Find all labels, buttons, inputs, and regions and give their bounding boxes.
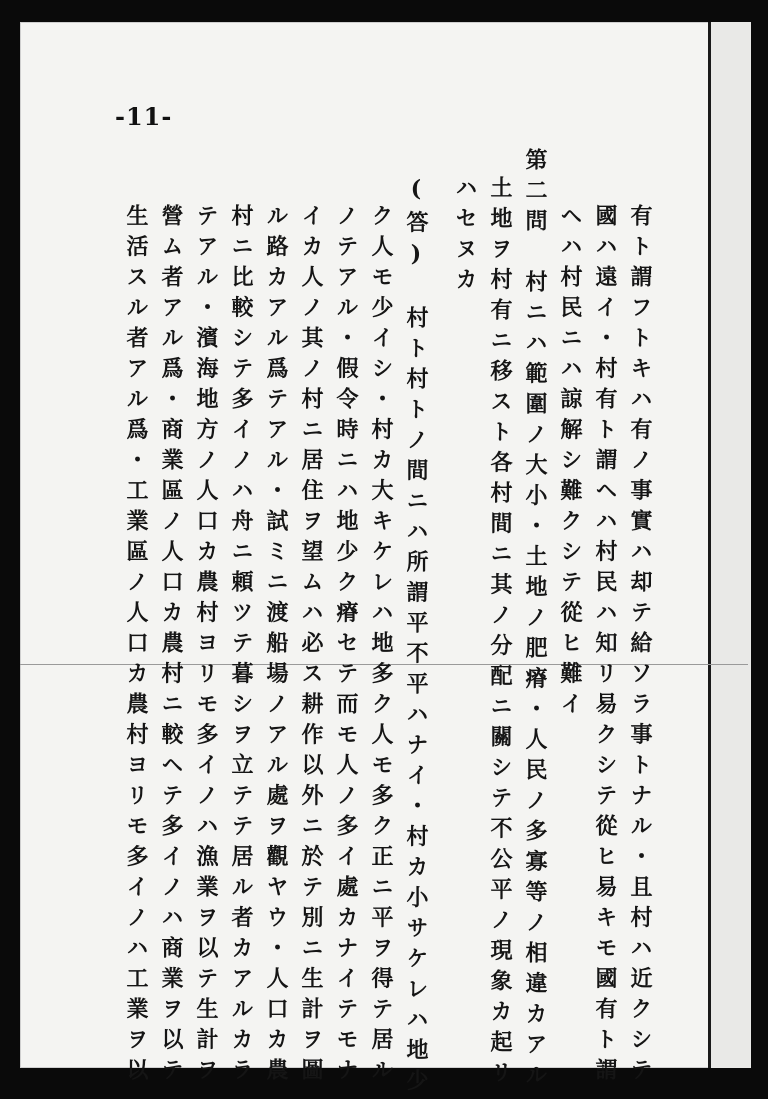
text-column: ヘハ村民ニハ諒解シ難クシテ從ヒ難イ [557, 204, 583, 723]
text-column: 有ト謂フトキハ有ノ事實ハ却テ給ソラ事トナル・且村ハ近クシテ [627, 204, 653, 1089]
text-column: イカ人ノ其ノ村ニ居住ヲ望ムハ必ス耕作以外ニ於テ別ニ生計ヲ圖 [298, 204, 324, 1089]
text-column: ハセヌカ [452, 176, 478, 298]
text-column: 村ニ比較シテ多イノハ舟ニ頼ツテ暮シヲ立テテ居ル者カアルカラ [228, 204, 254, 1089]
text-column: ク人モ少イシ・村カ大キケレハ地多ク人モ多ク正ニ平ヲ得テ居ル [368, 204, 394, 1089]
text-column: テアル・濱海地方ノ人口カ農村ヨリモ多イノハ漁業ヲ以テ生計ヲ [193, 204, 219, 1089]
text-column: ル路カアル爲テアル・試ミニ渡船場ノアル處ヲ觀ヤウ・人口カ農 [263, 204, 289, 1089]
text-column: 國ハ遠イ・村有ト謂ヘハ村民ハ知リ易クシテ從ヒ易キモ國有ト謂 [592, 204, 618, 1089]
text-column: (答) 村ト村トノ間ニハ所謂平不平ハナイ・村カ小サケレハ地少 [403, 176, 429, 1099]
text-column: 生活スル者アル爲・工業區ノ人口カ農村ヨリモ多イノハ工業ヲ以 [123, 204, 149, 1089]
text-column: 土地ヲ村有ニ移スト各村間ニ其ノ分配ニ關シテ不公平ノ現象カ起リ [487, 176, 513, 1091]
text-column: ノテアル・假令時ニハ地少ク瘠セテ而モ人ノ多イ處カナイテモナ [333, 204, 359, 1089]
page-number: -11- [115, 102, 173, 131]
text-column: 第二問 村ニハ範圍ノ大小・土地ノ肥瘠・人民ノ多寡等ノ相違カアル [522, 148, 548, 1094]
text-column: 營ム者アル爲・商業區ノ人口カ農村ニ較ヘテ多イノハ商業ヲ以テ [158, 204, 184, 1089]
